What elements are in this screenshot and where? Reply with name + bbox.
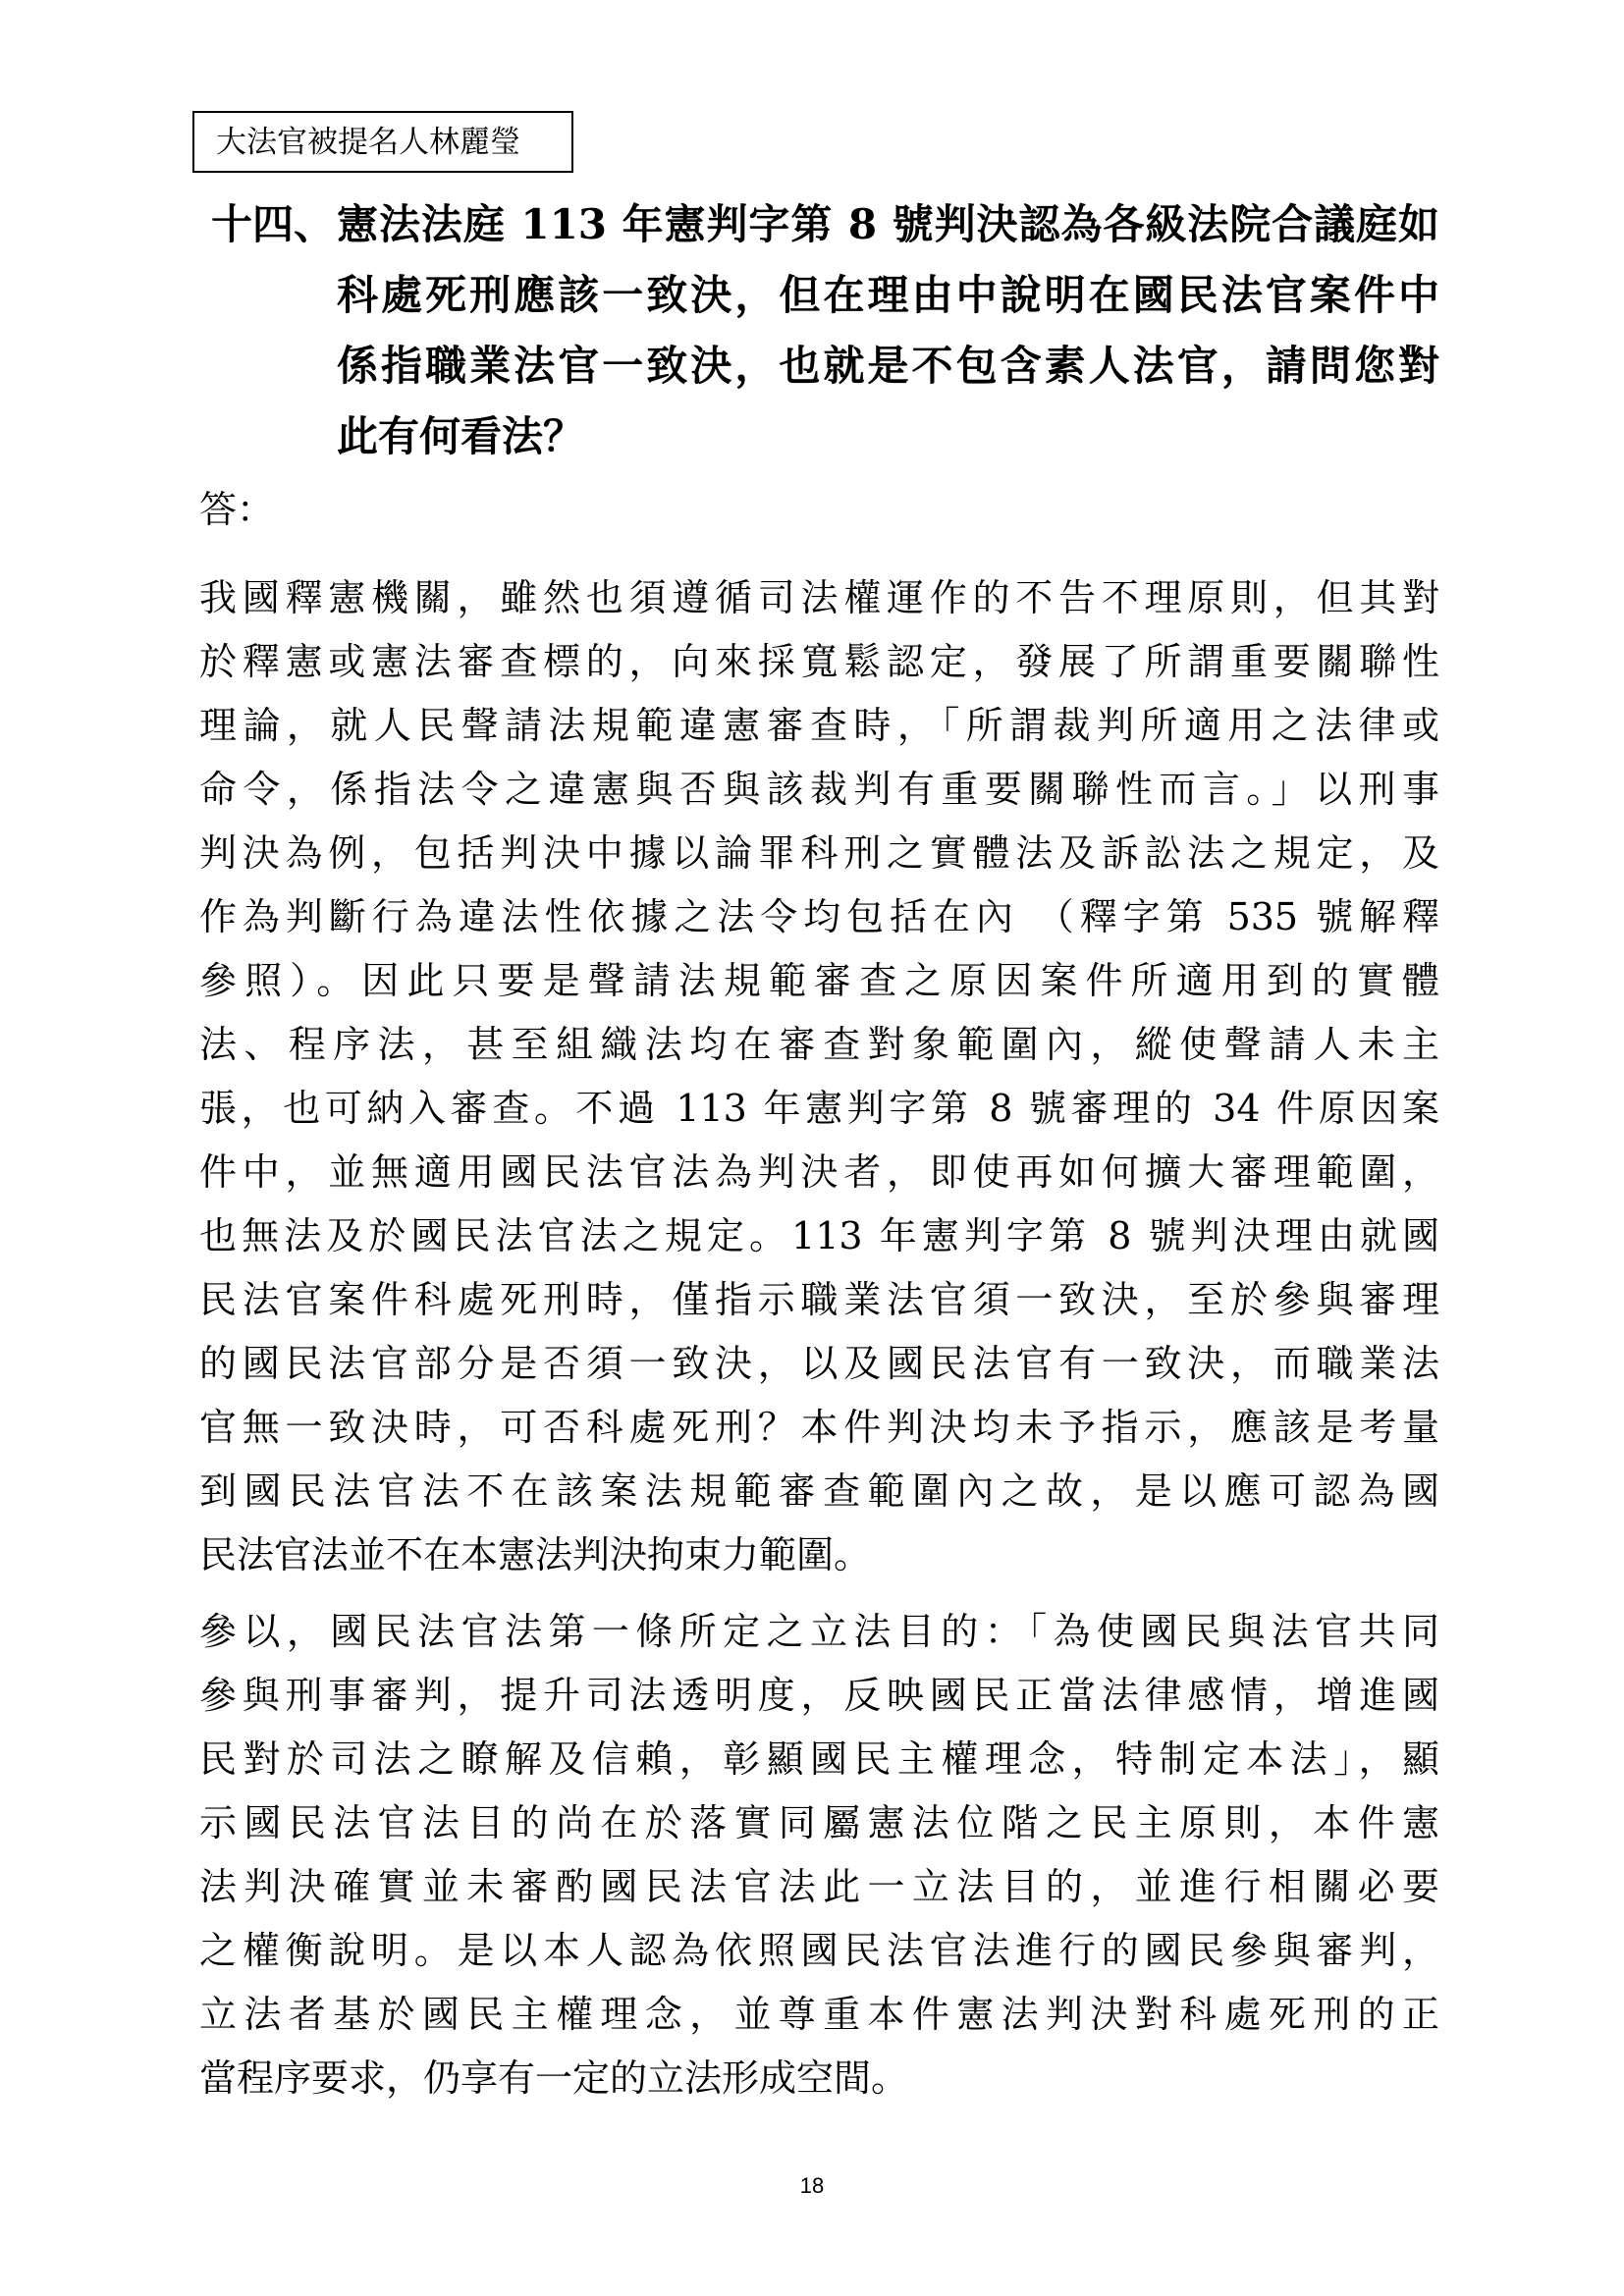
- answer-paragraph-2: [199, 1600, 1439, 2110]
- paragraph-line: 之權衡說明。是以本人認為依照國民法官法進行的國民參與審判，: [199, 1929, 1439, 1972]
- paragraph-line: 法、程序法，甚至組織法均在審查對象範圍內，縱使聲請人未主: [199, 1023, 1439, 1066]
- paragraph-line: 判決為例，包括判決中據以論罪科刑之實體法及訴訟法之規定，及: [199, 831, 1439, 875]
- paragraph-line: 參以，國民法官法第一條所定之立法目的：「為使國民與法官共同: [199, 1610, 1439, 1653]
- paragraph-line: 法判決確實並未審酌國民法官法此一立法目的，並進行相關必要: [199, 1865, 1439, 1908]
- nominee-label: 大法官被提名人林麗瑩: [216, 125, 520, 160]
- question-number: 十四、: [211, 200, 336, 248]
- question-line: 此有何看法？: [337, 412, 585, 460]
- page-number: 18: [799, 2173, 825, 2198]
- nominee-header-box: [192, 111, 573, 173]
- question-line: 係指職業法官一致決，也就是不包含素人法官，請問您對: [337, 342, 1439, 390]
- question-line: 科處死刑應該一致決，但在理由中說明在國民法官案件中: [337, 271, 1439, 319]
- paragraph-line: 於釋憲或憲法審查標的，向來採寬鬆認定，發展了所謂重要關聯性: [199, 640, 1439, 683]
- paragraph-line: 官無一致決時，可否科處死刑？本件判決均未予指示，應該是考量: [199, 1406, 1439, 1449]
- question-line: 憲法法庭 113 年憲判字第 8 號判決認為各級法院合議庭如: [337, 200, 1439, 248]
- paragraph-line: 件中，並無適用國民法官法為判決者，即使再如何擴大審理範圍，: [199, 1150, 1439, 1194]
- paragraph-line: 我國釋憲機關，雖然也須遵循司法權運作的不告不理原則，但其對: [199, 576, 1439, 619]
- paragraph-line: 民法官案件科處死刑時，僅指示職業法官須一致決，至於參與審理: [199, 1278, 1439, 1321]
- paragraph-line: 民法官法並不在本憲法判決拘束力範圍。: [199, 1533, 872, 1576]
- paragraph-line: 命令，係指法令之違憲與否與該裁判有重要關聯性而言。」以刑事: [199, 768, 1439, 811]
- paragraph-line: 也無法及於國民法官法之規定。113 年憲判字第 8 號判決理由就國: [199, 1214, 1439, 1257]
- paragraph-line: 作為判斷行為違法性依據之法令均包括在內 （釋字第 535 號解釋: [199, 895, 1439, 938]
- paragraph-line: 當程序要求，仍享有一定的立法形成空間。: [199, 2056, 909, 2100]
- paragraph-line: 立法者基於國民主權理念，並尊重本件憲法判決對科處死刑的正: [199, 1993, 1439, 2036]
- paragraph-line: 到國民法官法不在該案法規範審查範圍內之故，是以應可認為國: [199, 1469, 1439, 1513]
- question-heading: [337, 189, 1439, 472]
- paragraph-line: 參與刑事審判，提升司法透明度，反映國民正當法律感情，增進國: [199, 1674, 1439, 1717]
- paragraph-line: 的國民法官部分是否須一致決，以及國民法官有一致決，而職業法: [199, 1342, 1439, 1385]
- paragraph-line: 張，也可納入審查。不過 113 年憲判字第 8 號審理的 34 件原因案: [199, 1087, 1439, 1130]
- paragraph-line: 民對於司法之瞭解及信賴，彰顯國民主權理念，特制定本法」，顯: [199, 1737, 1439, 1781]
- answer-paragraph-1: [199, 566, 1439, 1587]
- paragraph-line: 理論，就人民聲請法規範違憲審查時，「所謂裁判所適用之法律或: [199, 704, 1439, 747]
- answer-label: 答：: [199, 488, 275, 531]
- paragraph-line: 示國民法官法目的尚在於落實同屬憲法位階之民主原則，本件憲: [199, 1801, 1439, 1844]
- paragraph-line: 參照）。因此只要是聲請法規範審查之原因案件所適用到的實體: [199, 959, 1439, 1002]
